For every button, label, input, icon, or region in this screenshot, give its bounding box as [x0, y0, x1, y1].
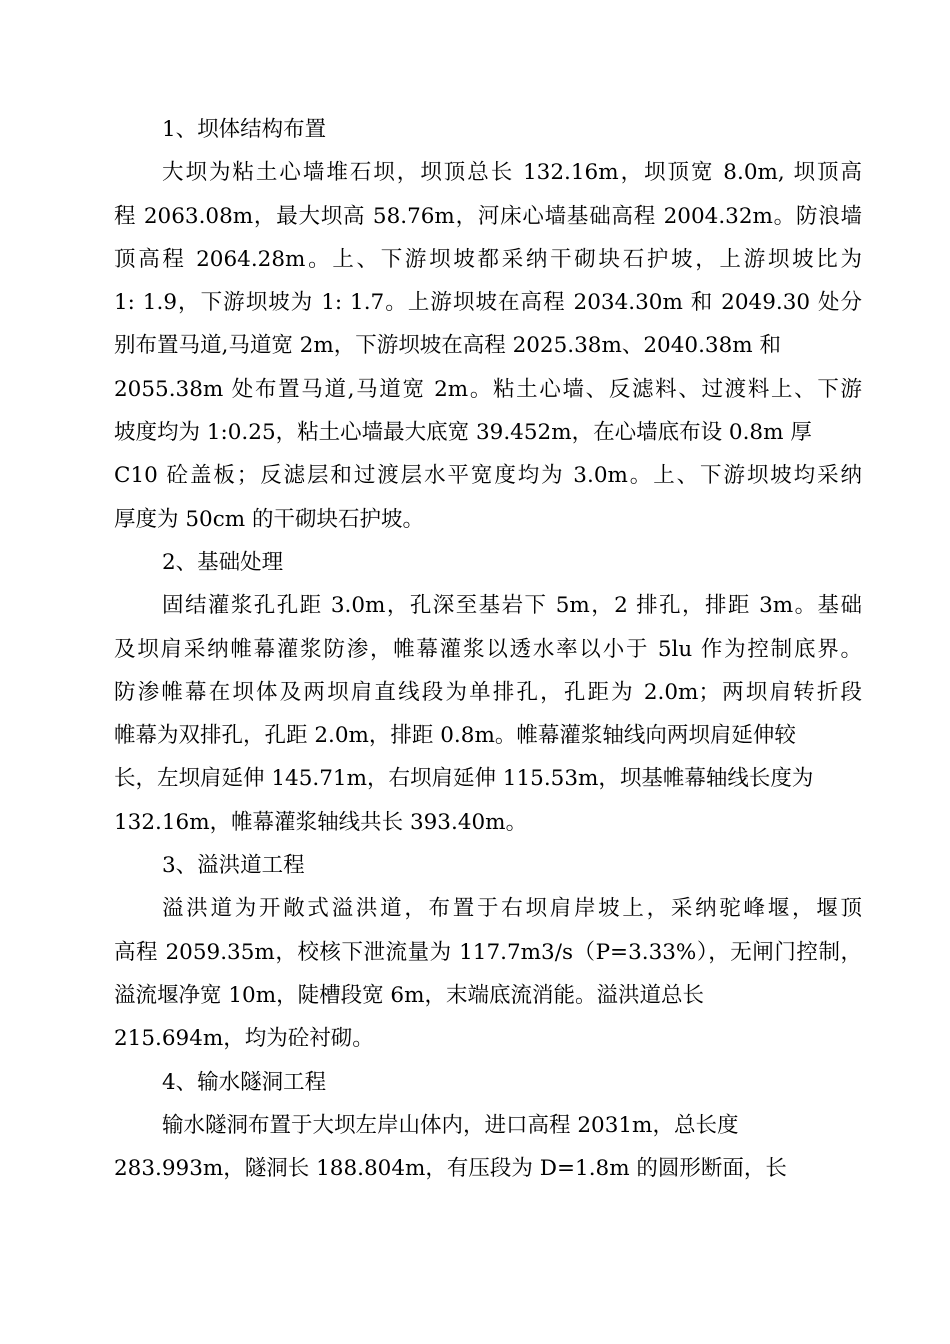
paragraph-line: 帷幕为双排孔，孔距 2.0m，排距 0.8m。帷幕灌浆轴线向两坝肩延伸较 — [114, 723, 796, 749]
paragraph-line: 高程 2059.35m，校核下泄流量为 117.7m3/s（P=3.33%），无闸门控制， — [114, 939, 862, 965]
document-body — [114, 108, 862, 1190]
paragraph-line: 厚度为 50cm 的干砌块石护坡。 — [114, 506, 424, 532]
paragraph-line: 输水隧洞布置于大坝左岸山体内，进口高程 2031m，总长度 — [162, 1112, 739, 1138]
paragraph-line: 溢洪道为开敞式溢洪道，布置于右坝肩岸坡上，采纳驼峰堰，堰顶 — [162, 896, 862, 922]
paragraph-line: 顶高程 2064.28m。上、下游坝坡都采纳干砌块石护坡，上游坝坡比为 — [114, 246, 862, 272]
paragraph-line: 1: 1.9，下游坝坡为 1: 1.7。上游坝坡在高程 2034.30m 和 2049.30 处分 — [114, 290, 862, 316]
section-heading-2: 2、基础处理 — [162, 549, 284, 575]
section-heading-1: 1、坝体结构布置 — [162, 117, 327, 142]
paragraph-line: 大坝为粘土心墙堆石坝，坝顶总长 132.16m，坝顶宽 8.0m, 坝顶高 — [162, 160, 862, 186]
paragraph-line: C10 砼盖板；反滤层和过渡层水平宽度均为 3.0m。上、下游坝坡均采纳 — [114, 463, 862, 489]
paragraph-line: 固结灌浆孔孔距 3.0m，孔深至基岩下 5m，2 排孔，排距 3m。基础 — [162, 593, 862, 619]
paragraph-line: 2055.38m 处布置马道,马道宽 2m。粘土心墙、反滤料、过渡料上、下游 — [114, 376, 862, 402]
paragraph-line: 132.16m，帷幕灌浆轴线共长 393.40m。 — [114, 809, 528, 835]
paragraph-line: 别布置马道,马道宽 2m，下游坝坡在高程 2025.38m、2040.38m 和 — [114, 333, 781, 359]
paragraph-line: 及坝肩采纳帷幕灌浆防渗，帷幕灌浆以透水率以小于 5lu 作为控制底界。 — [114, 636, 862, 662]
paragraph-line: 215.694m，均为砼衬砌。 — [114, 1026, 374, 1052]
paragraph-line: 坡度均为 1:0.25，粘土心墙最大底宽 39.452m，在心墙底布设 0.8m 厚 — [114, 420, 812, 446]
paragraph-line: 防渗帷幕在坝体及两坝肩直线段为单排孔，孔距为 2.0m；两坝肩转折段 — [114, 679, 862, 705]
section-heading-3: 3、溢洪道工程 — [162, 853, 305, 879]
paragraph-line: 溢流堰净宽 10m，陡槽段宽 6m，末端底流消能。溢洪道总长 — [114, 982, 704, 1008]
section-heading-4: 4、输水隧洞工程 — [162, 1069, 327, 1095]
paragraph-line: 程 2063.08m，最大坝高 58.76m，河床心墙基础高程 2004.32m。防浪墙 — [114, 203, 862, 229]
paragraph-line: 283.993m，隧洞长 188.804m，有压段为 D=1.8m 的圆形断面，长 — [114, 1156, 787, 1182]
paragraph-line: 长，左坝肩延伸 145.71m，右坝肩延伸 115.53m，坝基帷幕轴线长度为 — [114, 766, 814, 792]
